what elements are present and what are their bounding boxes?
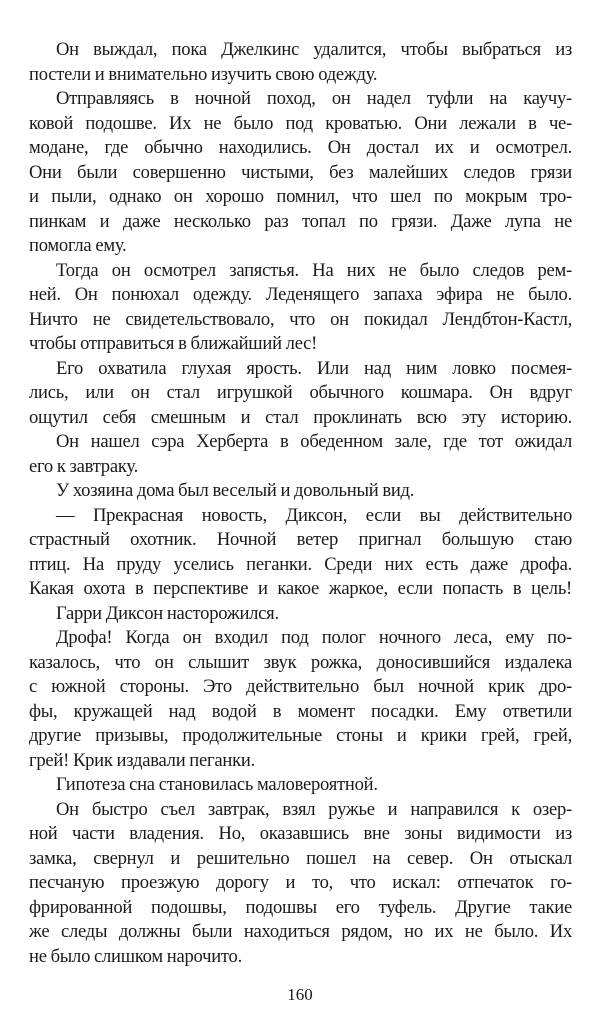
- text-line: и пыли, однако он хорошо помнил, что шел по мокрым тро-: [29, 186, 572, 207]
- text-line: лись, или он стал игрушкой обычного кошмара. Он вдруг: [29, 382, 572, 403]
- text-line: ковой подошве. Их не было под кроватью. Они лежали в че-: [29, 112, 572, 134]
- text-line: страстный охотник. Ночной ветер пригнал большую стаю: [29, 529, 572, 550]
- text-line: постели и внимательно изучить свою одежду.: [29, 63, 378, 85]
- text-line: Гипотеза сна становилась маловероятной.: [56, 774, 378, 795]
- text-line: Его охватила глухая ярость. Или над ним ловко посмея-: [56, 357, 572, 379]
- text-line: Тогда он осмотрел запястья. На них не было следов рем-: [56, 259, 572, 281]
- text-line: пинкам и даже несколько раз топал по грязи. Даже лупа не: [29, 210, 572, 232]
- text-line: птиц. На пруду уселись пеганки. Среди них есть даже дрофа.: [29, 553, 572, 575]
- text-line: грей! Крик издавали пеганки.: [29, 749, 255, 771]
- text-line: Какая охота в перспективе и какое жаркое, если попасть в цель!: [29, 578, 572, 599]
- text-line: ощутил себя смешным и стал проклинать всю эту историю.: [29, 406, 572, 428]
- text-line: У хозяина дома был веселый и довольный вид.: [56, 480, 415, 501]
- page-number: 160: [287, 985, 313, 1004]
- text-line: казалось, что он слышит звук рожка, доносившийся издалека: [29, 651, 572, 673]
- text-line: другие призывы, продолжительные стоны и крики грей, грей,: [29, 725, 572, 746]
- text-line: с южной стороны. Это действительно был ночной крик дро-: [29, 676, 572, 697]
- book-page-text: [29, 38, 572, 969]
- text-line: фрированной подошвы, подошвы его туфель. Другие такие: [29, 896, 572, 918]
- text-line: — Прекрасная новость, Диксон, если вы действительно: [56, 504, 572, 526]
- text-line: чтобы отправиться в ближайший лес!: [29, 333, 318, 354]
- text-line: Гарри Диксон насторожился.: [56, 602, 279, 624]
- text-line: замка, свернул и решительно пошел на север. Он отыскал: [29, 847, 572, 869]
- text-line: Дрофа! Когда он входил под полог ночного леса, ему по-: [56, 627, 572, 648]
- text-line: Он выждал, пока Джелкинс удалится, чтобы выбраться из: [56, 39, 572, 60]
- text-line: ной части владения. Но, оказавшись вне зоны видимости из: [29, 823, 572, 844]
- text-line: не было слишком нарочито.: [29, 945, 242, 967]
- text-line: Он быстро съел завтрак, взял ружье и направился к озер-: [56, 798, 572, 820]
- text-line: Они были совершенно чистыми, без малейших следов грязи: [29, 161, 572, 183]
- text-line: Ничто не свидетельствовало, что он покидал Лендбтон-Кастл,: [29, 308, 572, 330]
- text-line: его к завтраку.: [29, 455, 138, 477]
- text-line: ней. Он понюхал одежду. Леденящего запаха эфира не было.: [29, 284, 572, 305]
- text-line: модане, где обычно находились. Он достал их и осмотрел.: [29, 137, 572, 158]
- text-line: фы, кружащей над водой в момент посадки. Ему ответили: [29, 700, 572, 722]
- text-line: же следы должны были находиться рядом, но их не было. Их: [29, 921, 572, 942]
- text-line: помогла ему.: [29, 235, 127, 256]
- text-line: песчаную проезжую дорогу и то, что искал: отпечаток го-: [29, 872, 572, 893]
- text-line: Отправляясь в ночной поход, он надел туфли на каучу-: [56, 88, 572, 109]
- text-line: Он нашел сэра Херберта в обеденном зале, где тот ожидал: [56, 431, 572, 452]
